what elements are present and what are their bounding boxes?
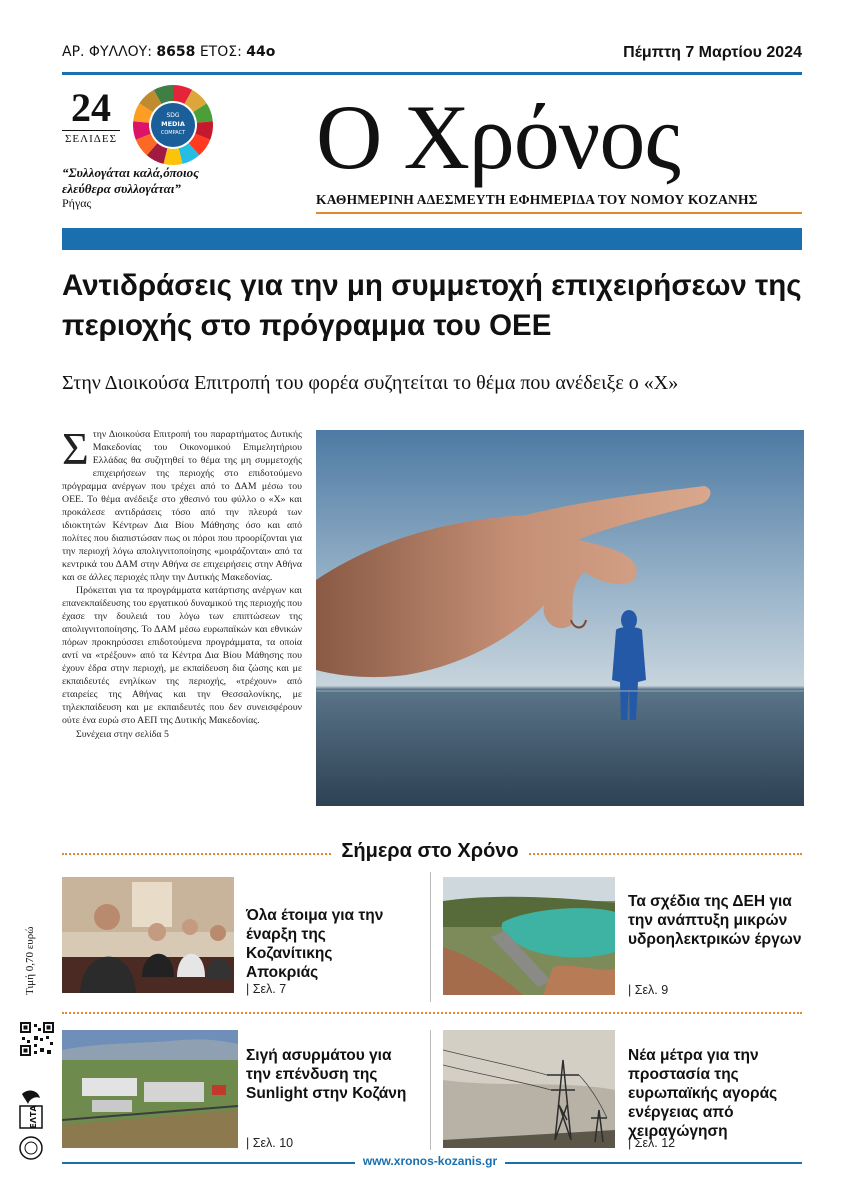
dropcap: Σ bbox=[62, 423, 89, 474]
pages-number: 24 bbox=[71, 85, 111, 130]
today-item-page: | Σελ. 9 bbox=[628, 983, 669, 997]
today-item-page: | Σελ. 7 bbox=[246, 982, 287, 996]
today-section-title: Σήμερα στο Χρόνο bbox=[0, 840, 860, 863]
sdg-media-compact-logo bbox=[132, 84, 214, 166]
elta-text: ΕΛΤΑ bbox=[29, 1105, 38, 1129]
today-item-page: | Σελ. 12 bbox=[628, 1136, 676, 1150]
blue-band bbox=[62, 228, 802, 250]
sunlight-factory-aerial-photo bbox=[62, 1030, 238, 1148]
column-divider bbox=[430, 872, 431, 1002]
power-pylons-photo bbox=[443, 1030, 615, 1148]
issue-date: Πέμπτη 7 Μαρτίου 2024 bbox=[623, 44, 802, 61]
lead-deck: Στην Διοικούσα Επιτροπή του φορέα συζητείται το θέμα που ανέδειξε ο «Χ» bbox=[62, 372, 679, 394]
newspaper-subtitle: ΚΑΘΗΜΕΡΙΝΗ ΑΔΕΣΜΕΥΤΗ ΕΦΗΜΕΡΙΔΑ ΤΟΥ ΝΟΜΟΥ ΚΟΖΑΝΗΣ bbox=[316, 192, 758, 207]
sdg-text-3: COMPACT bbox=[160, 130, 186, 136]
today-item-title[interactable]: Τα σχέδια της ΔΕΗ για την ανάπτυξη μικρών υδροηλεκτρικών έργων bbox=[628, 893, 802, 948]
lead-article bbox=[62, 423, 302, 741]
pages-label: ΣΕΛΙΔΕΣ bbox=[62, 130, 120, 145]
article-paragraph: Πρόκειται για τα προγράμματα κατάρτισης ανέργων και επανεκπαίδευσης του εργατικού δυναμικού της περιοχής που έχασε την δουλειά του λόγω των επιπτώσεων της απολιγνιτοποίησης. Το ΔΑΜ μέσω ευρωπαϊκών και εθνικών πόρων προκηρύσσει επιδοτούμενα προγράμματα, τα οποία αντί να «τρέξουν» από τα Κέντρα Δια Βίου Μάθησης που έχουν έδρα στην περιοχή, με εκπαίδευση δια ζώσης και με εκπαιδευτές ενηλίκων της περιοχής, «τρέχουν» από εταιρείες της Αθήνας και την Θεσσαλονίκης, με τηλεκπαίδευση και με εκπαιδευτές που δεν συνεισφέρουν ούτε ένα ευρώ στο ΑΕΠ της Δυτικής Μακεδονίας. bbox=[62, 585, 302, 726]
sdg-text-2: MEDIA bbox=[161, 120, 185, 128]
pages-count bbox=[62, 85, 120, 145]
hydro-dam-photo bbox=[443, 877, 615, 995]
elta-postal-logo bbox=[16, 1084, 46, 1164]
today-row-divider bbox=[62, 1012, 802, 1014]
top-rule bbox=[62, 72, 802, 75]
subtitle-rule bbox=[316, 212, 802, 214]
article-paragraph: Στην Διοικούσα Επιτροπή του παραρτήματος Δυτικής Μακεδονίας του Οικονομικού Επιμελητήριου Ελλάδας θα συζητηθεί το θέμα της μη συμμετοχής επιχειρήσεων της περιοχής στο επιδοτούμενο πρόγραμμα ανέργων που τρέχει από το ΔΑΜ μέσω του ΟΕΕ. Το θέμα ανέδειξε στο χθεσινό του φύλλο ο «Χ» και προκάλεσε αντιδράσεις τόσο από την πλευρά των ιδιοκτητών Κέντρων Δια Βίου Μάθησης όσο και από πολίτες που διαπιστώσαν πως οι πόροι που προορίζονται για την περιοχή λόγω απολιγνιτοποίησης «μοιράζονται» από τα κεντρικά του ΔΑΜ στην Αθήνα σε επιχειρήσεις στην Αθήνα και σε άλλες περιοχές πλην την Δυτικής Μακεδονίας. bbox=[62, 423, 302, 583]
column-divider bbox=[430, 1030, 431, 1150]
issue-info: ΑΡ. ΦΥΛΛΟΥ: 8658 ΕΤΟΣ: 44ο bbox=[62, 44, 276, 60]
lead-headline: Αντιδράσεις για την μη συμμετοχή επιχειρήσεων της περιοχής στο πρόγραμμα του ΟΕΕ bbox=[62, 269, 802, 342]
qr-code-icon[interactable] bbox=[20, 1022, 54, 1056]
motto-author: Ρήγας bbox=[62, 196, 92, 210]
carnival-press-photo bbox=[62, 877, 234, 993]
continued-note[interactable]: Συνέχεια στην σελίδα 5 bbox=[76, 729, 169, 740]
sdg-text-1: SDG bbox=[166, 112, 180, 119]
price-label: Τιμή 0,70 ευρώ bbox=[24, 926, 36, 995]
today-item-title[interactable]: Νέα μέτρα για την προστασία της ευρωπαϊκής αγοράς ενέργειας από χειραγώγηση bbox=[628, 1047, 778, 1140]
motto-quote: “Συλλογάται καλά,όποιος ελεύθερα συλλογάται” bbox=[62, 165, 199, 196]
newspaper-title: Ο Χρόνος bbox=[316, 86, 680, 188]
today-item-page: | Σελ. 10 bbox=[246, 1136, 294, 1150]
lead-photo-hand-and-figure bbox=[316, 430, 804, 806]
today-item-title[interactable]: Όλα έτοιμα για την έναρξη της Κοζανίτικης Αποκριάς bbox=[246, 907, 384, 981]
website-url[interactable]: www.xronos-kozanis.gr bbox=[0, 1154, 860, 1168]
today-item-title[interactable]: Σιγή ασυρμάτου για την επένδυση της Sunlight στην Κοζάνη bbox=[246, 1047, 407, 1102]
